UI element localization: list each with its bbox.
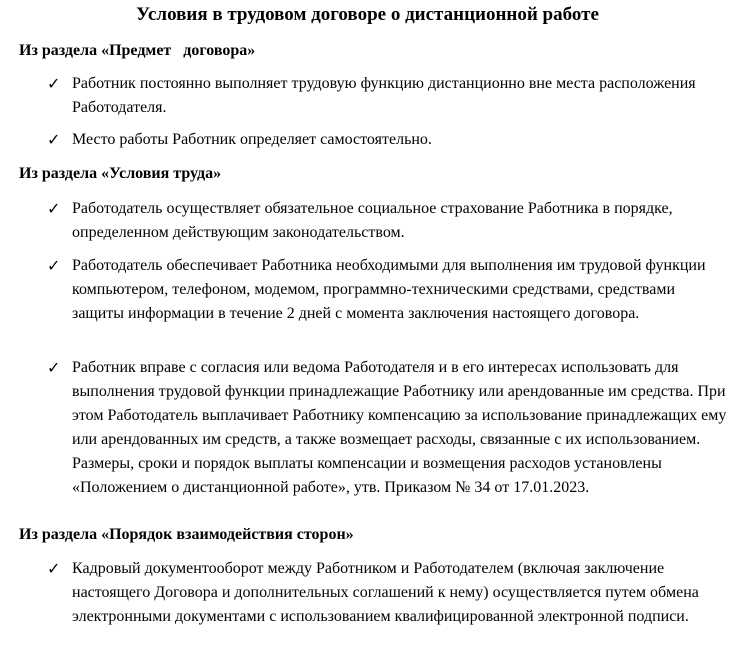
checkmark-icon: ✓ [47,74,61,93]
section-heading-work-conditions: Из раздела «Условия труда» [19,165,222,182]
checkmark-icon: ✓ [47,256,61,275]
list-item-text: Кадровый документооборот между Работником и Работодателем (включая заключение настоящего Договора и дополнительных соглашений к нему) осуществляется путем обмена электронными документами с использованием квалифицированной электронной подписи. [72,560,699,625]
checkmark-icon: ✓ [47,199,61,218]
list-item [47,356,729,500]
checkmark-icon: ✓ [47,358,61,377]
list-item [47,197,729,245]
section-heading-interaction-order: Из раздела «Порядок взаимодействия сторон» [19,526,354,543]
checkmark-icon: ✓ [47,130,61,149]
list-item [47,128,729,152]
document-title: Условия в трудовом договоре о дистанционной работе [136,4,599,25]
list-item [47,557,729,629]
list-item-text: Работодатель обеспечивает Работника необходимыми для выполнения им трудовой функции компьютером, телефоном, модемом, программно-техническими средствами, средствами защиты информации в течение 2 дней с момента заключения настоящего договора. [72,257,706,322]
section-heading-subject: Из раздела «Предмет договора» [19,42,256,59]
list-item [47,72,729,120]
list-item-text: Место работы Работник определяет самостоятельно. [72,131,432,148]
list-item [47,254,729,326]
list-item-text: Работодатель осуществляет обязательное социальное страхование Работника в порядке, определенном действующим законодательством. [72,200,673,241]
checkmark-icon: ✓ [47,559,61,578]
list-item-text: Работник вправе с согласия или ведома Работодателя и в его интересах использовать для выполнения трудовой функции принадлежащие Работнику или арендованные им средства. При этом Работодатель выплачивает Работнику компенсацию за использование принадлежащих ему или арендованных им средств, а также возмещает расходы, связанные с их использованием. Размеры, сроки и порядок выплаты компенсации и возмещения расходов установлены «Положением о дистанционной работе», утв. Приказом № 34 от 17.01.2023. [72,359,727,496]
list-item-text: Работник постоянно выполняет трудовую функцию дистанционно вне места расположения Работодателя. [72,75,696,116]
